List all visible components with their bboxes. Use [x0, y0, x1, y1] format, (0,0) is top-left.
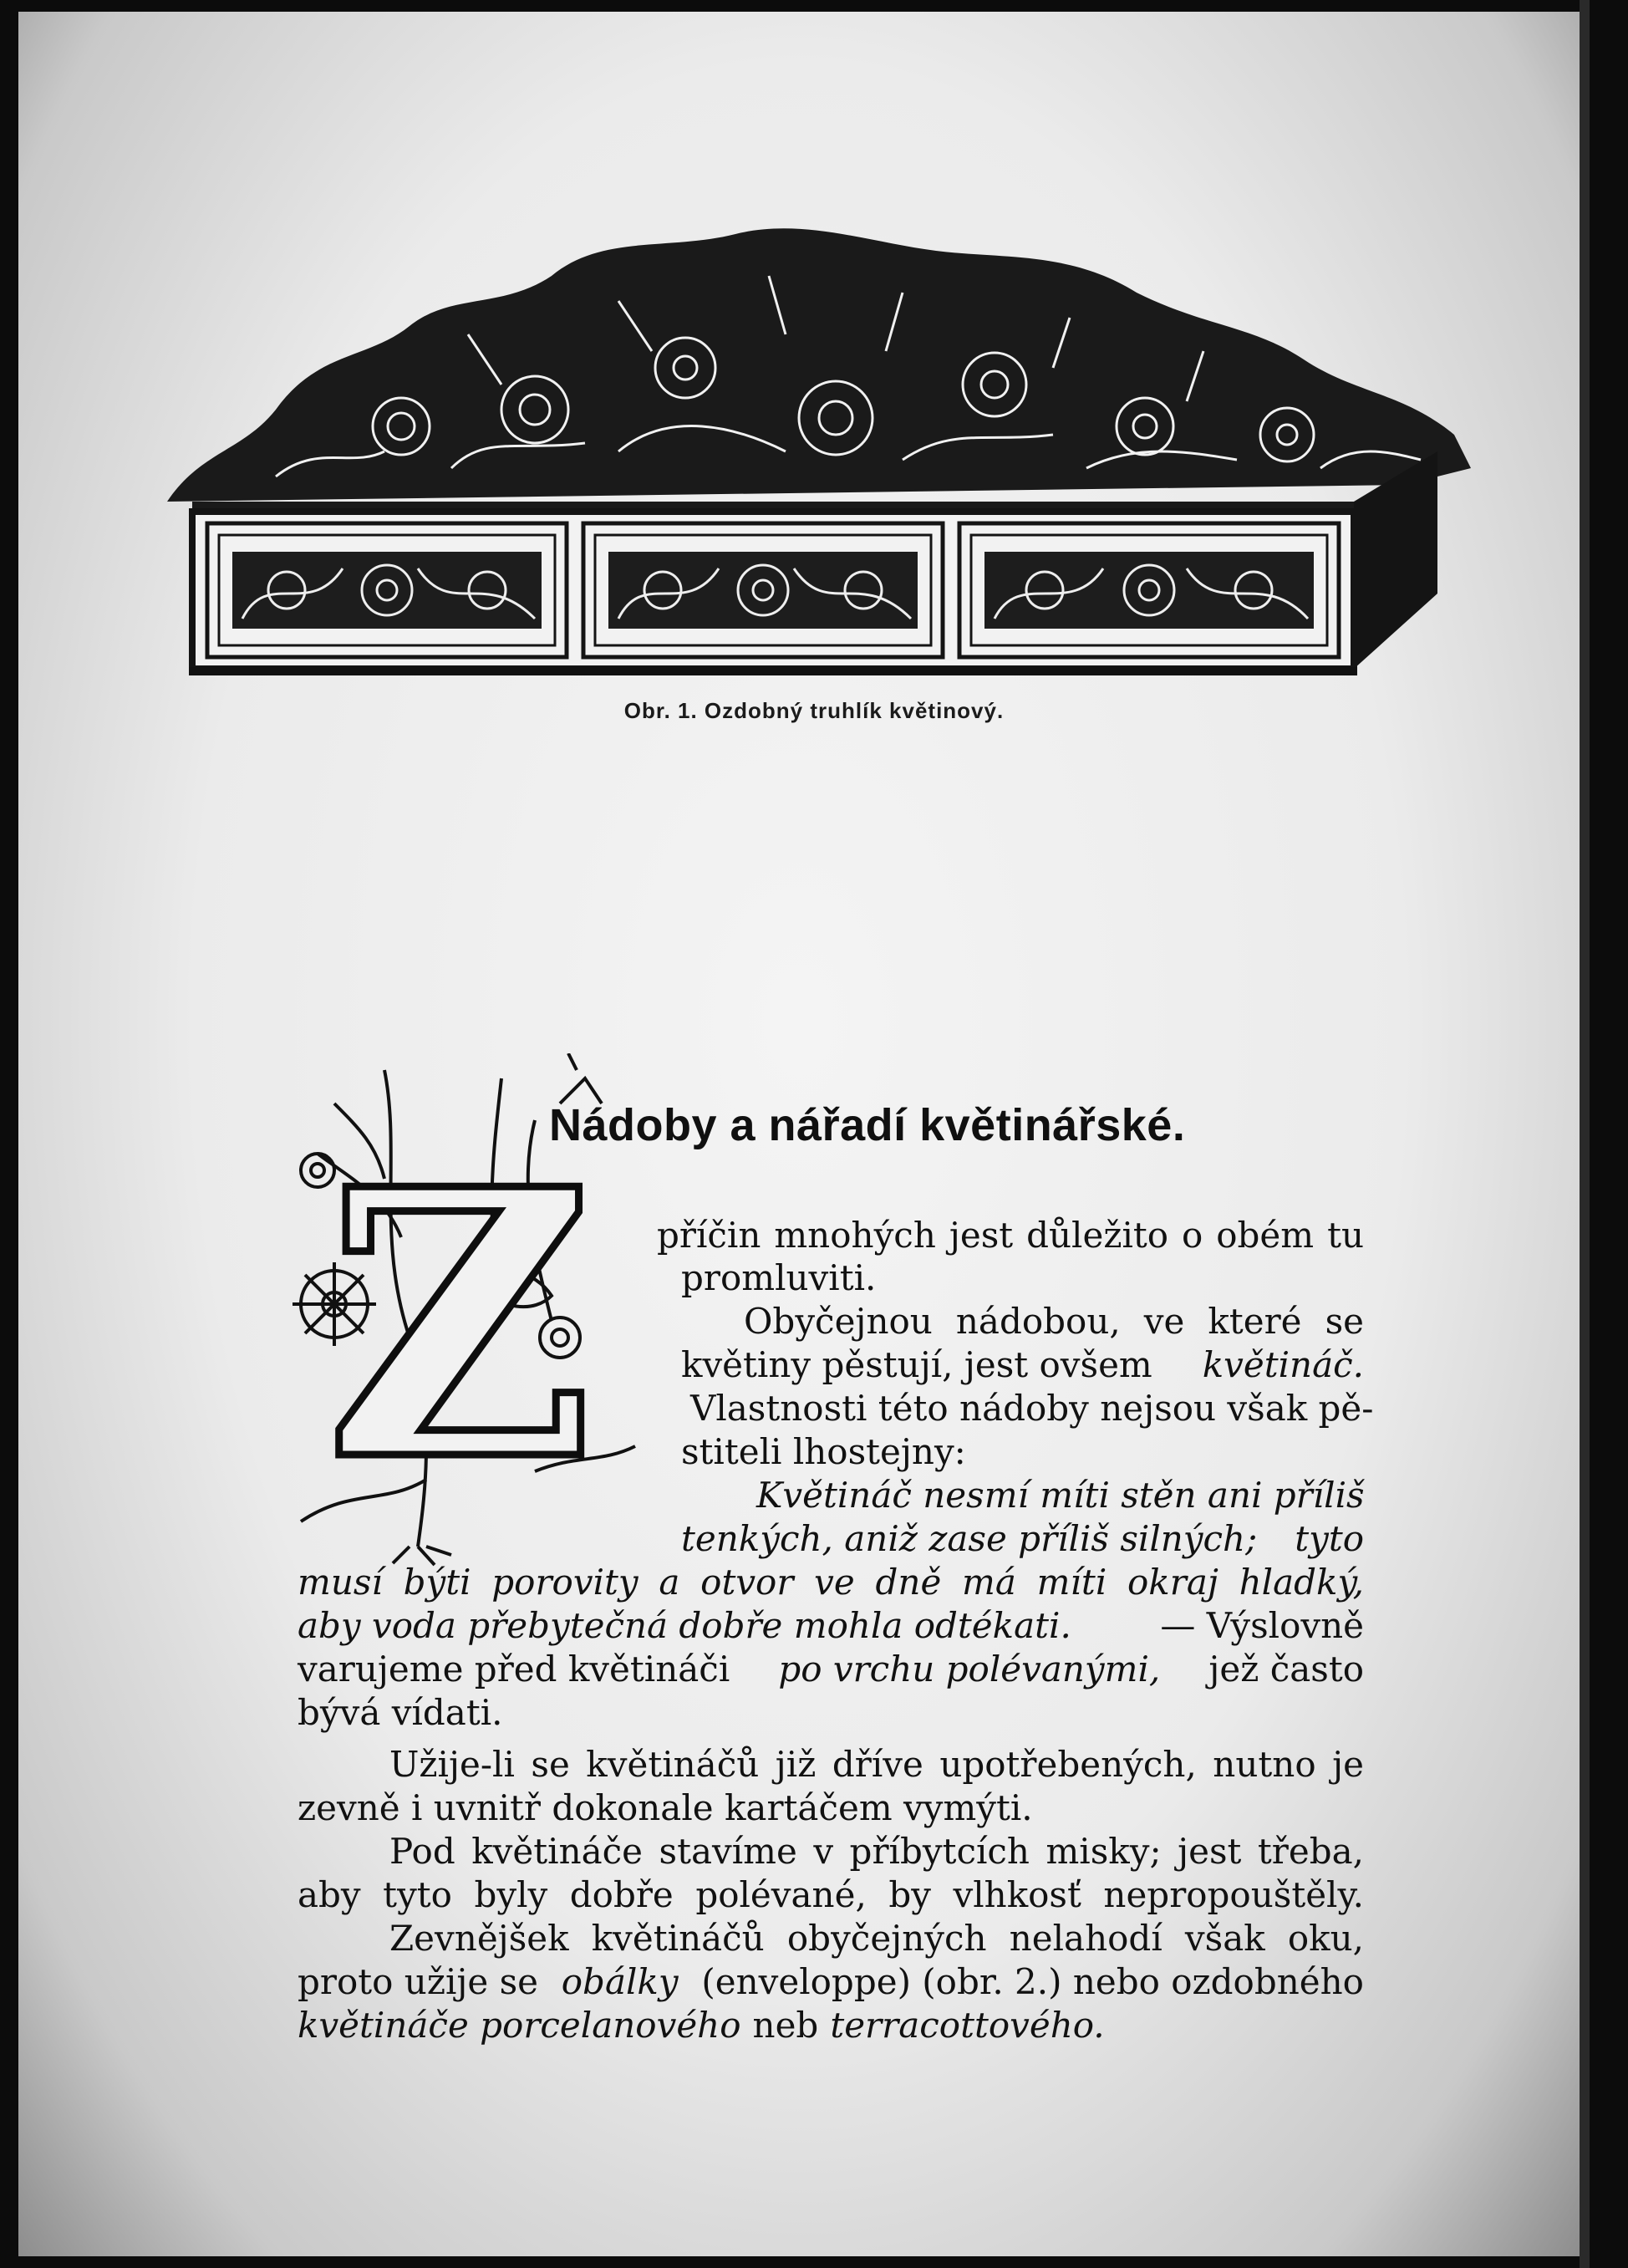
figure-caption: Obr. 1. Ozdobný truhlík květinový. — [623, 698, 1005, 723]
text-line: aby tyto byly dobře polévané, by vlhkosť nepropouštěly. — [298, 1874, 1364, 1915]
text-line: příčin mnohých jest důležito o obém tu — [657, 1215, 1364, 1256]
text-line: promluviti. — [681, 1257, 877, 1298]
text-segment-emphasis: obálky — [561, 1961, 679, 2002]
section-heading: Nádoby a nářadí květinářské. — [549, 1100, 1186, 1150]
text-line: stiteli lhostejny: — [681, 1431, 966, 1472]
text-segment-emphasis: aby voda přebytečná dobře mohla odtékati. — [298, 1605, 1071, 1646]
text-line: bývá vídati. — [298, 1692, 503, 1733]
text-segment: jež často — [1208, 1649, 1364, 1690]
text-segment: — Výslovně — [1160, 1605, 1364, 1646]
page-edge — [1580, 0, 1590, 2268]
text-segment: (enveloppe) (obr. 2.) nebo ozdobného — [701, 1961, 1364, 2002]
text-line — [298, 1605, 1364, 1646]
text-segment: tenkých, aniž zase příliš silných; — [681, 1518, 1258, 1559]
text-line: zevně i uvnitř dokonale kartáčem vymýti. — [298, 1787, 1033, 1828]
flower-box-illustration — [150, 201, 1488, 685]
initial-letter: Z — [325, 1109, 594, 1542]
text-line: Obyčejnou nádobou, ve které se — [744, 1301, 1364, 1342]
text-segment-emphasis: květináče porcelanového — [298, 2005, 741, 2046]
text-line — [298, 1961, 1364, 2002]
text-segment: květiny pěstují, jest ovšem — [681, 1344, 1152, 1385]
text-segment: neb — [752, 2005, 819, 2046]
text-line: Květináč nesmí míti stěn ani příliš — [756, 1475, 1365, 1516]
text-line: Zevnějšek květináčů obyčejných nelahodí však oku, — [389, 1918, 1364, 1959]
text-segment: varujeme před květináči — [298, 1649, 730, 1690]
text-segment: proto užije se — [298, 1961, 539, 2002]
text-line: Užije-li se květináčů již dříve upotřebených, nutno je — [389, 1744, 1364, 1785]
text-line — [298, 2005, 1105, 2046]
text-segment: tyto — [1295, 1518, 1364, 1559]
text-segment-emphasis: terracottového. — [830, 2005, 1105, 2046]
text-line: Pod květináče stavíme v příbytcích misky; jest třeba, — [389, 1831, 1364, 1872]
text-line — [681, 1344, 1364, 1385]
text-line: Vlastnosti této nádoby nejsou však pě- — [690, 1388, 1374, 1429]
text-segment-emphasis: květináč. — [1202, 1344, 1364, 1385]
text-segment-emphasis: po vrchu polévanými, — [778, 1649, 1161, 1690]
text-line — [298, 1649, 1364, 1690]
text-line — [681, 1518, 1364, 1559]
text-line: musí býti porovity a otvor ve dně má míti okraj hladký, — [298, 1562, 1364, 1603]
